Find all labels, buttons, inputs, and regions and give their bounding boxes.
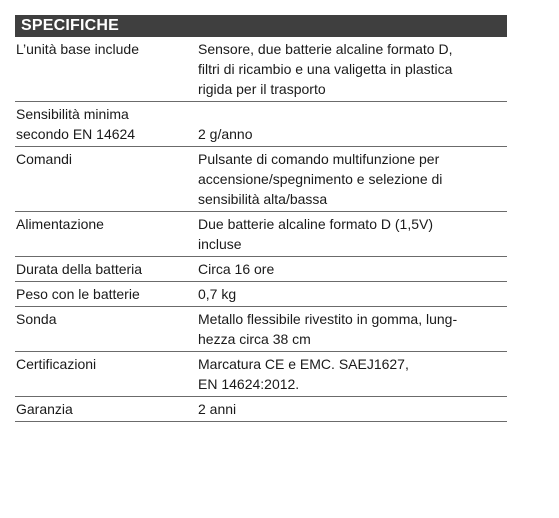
spec-label: L’unità base include (16, 41, 139, 57)
spec-row-probe (15, 306, 507, 351)
spec-rows (15, 37, 507, 422)
spec-value: 0,7 kg (198, 286, 237, 302)
spec-label: Alimentazione (16, 216, 104, 232)
specifications-table (15, 15, 507, 422)
spec-label: Durata della batteria (16, 261, 143, 277)
spec-row-power (15, 211, 507, 256)
spec-row-certifications (15, 351, 507, 396)
spec-row-controls (15, 146, 507, 211)
section-title: SPECIFICHE (15, 15, 507, 37)
spec-value: 2 g/anno (198, 126, 253, 142)
spec-label: Peso con le batterie (16, 286, 140, 302)
spec-value: Metallo flessibile rivestito in gomma, lung- hezza circa 38 cm (198, 311, 458, 347)
spec-label: Sonda (16, 311, 57, 327)
spec-value: Due batterie alcaline formato D (1,5V) incluse (198, 216, 433, 252)
spec-label: Certificazioni (16, 356, 97, 372)
spec-value: Circa 16 ore (198, 261, 275, 277)
spec-label: Garanzia (16, 401, 73, 417)
spec-label: Comandi (16, 151, 73, 167)
spec-row-battery-life (15, 256, 507, 281)
spec-value: Marcatura CE e EMC. SAEJ1627, EN 14624:2012. (198, 356, 409, 392)
spec-value: Pulsante di comando multifunzione per accensione/spegnimento e selezione di sensibilità alta/bassa (198, 151, 443, 207)
spec-row-weight (15, 281, 507, 306)
spec-row-warranty (15, 396, 507, 421)
spec-row-included-items (15, 37, 507, 101)
spec-value: 2 anni (198, 401, 237, 417)
spec-value: Sensore, due batterie alcaline formato D, filtri di ricambio e una valigetta in plastica rigida per il trasporto (198, 41, 453, 97)
spec-label: Sensibilità minima secondo EN 14624 (16, 106, 136, 142)
spec-row-sensitivity (15, 101, 507, 146)
